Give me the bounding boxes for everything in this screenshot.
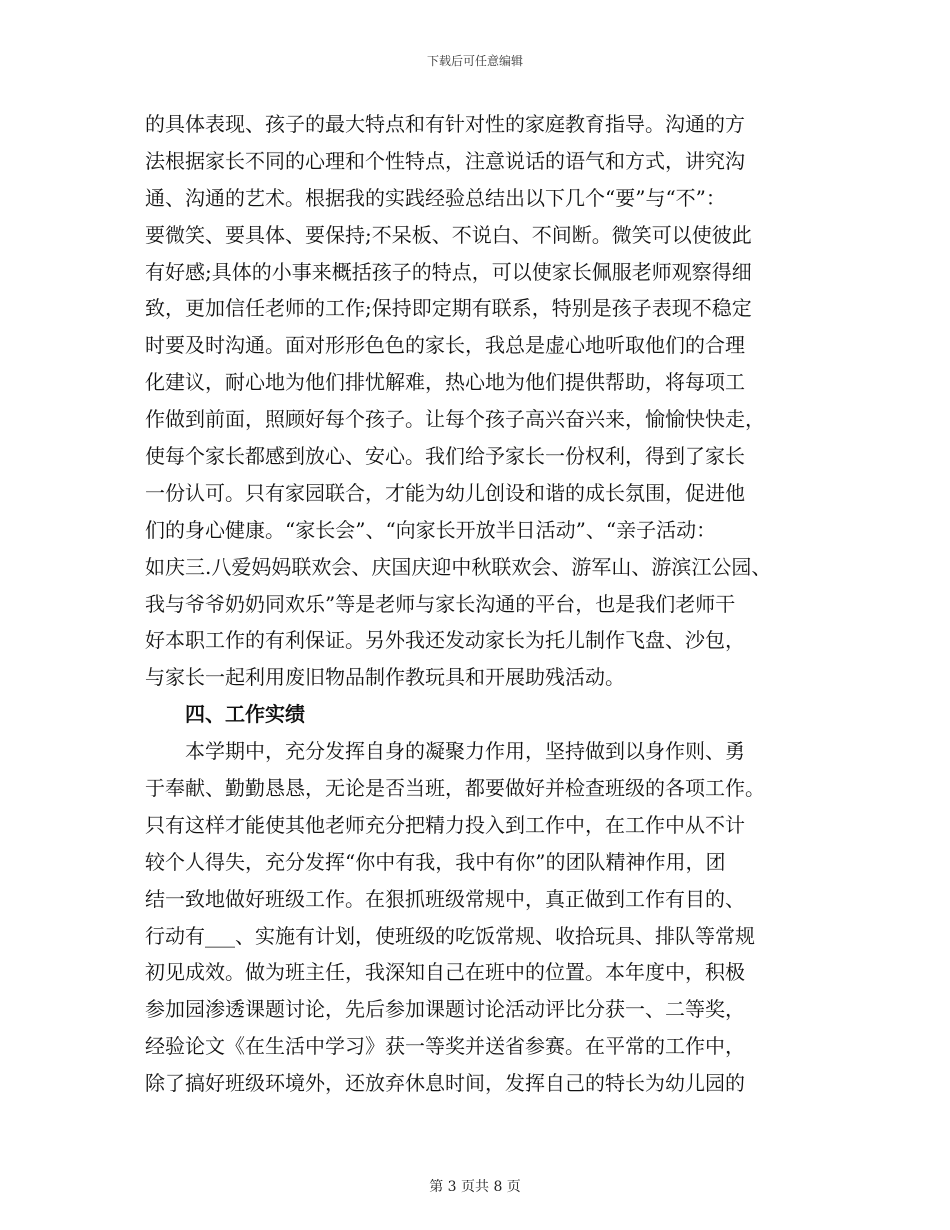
paragraph-line: 我与爷爷奶奶同欢乐”等是老师与家长沟通的平台，也是我们老师干	[145, 591, 736, 616]
page-number: 第 3 页共 8 页	[429, 1179, 521, 1195]
paragraph-line: 化建议，耐心地为他们排忧解难，热心地为他们提供帮助，将每项工	[145, 370, 745, 395]
paragraph-line: 好本职工作的有利保证。另外我还发动家长为托儿制作飞盘、沙包，	[145, 628, 745, 653]
paragraph-line: 除了搞好班级环境外，还放弃休息时间，发挥自己的特长为幼儿园的	[145, 1071, 745, 1096]
paragraph-line: 通、沟通的艺术。根据我的实践经验总结出以下几个“要”与“不”：	[145, 185, 726, 210]
paragraph-line: 结一致地做好班级工作。在狠抓班级常规中，真正做到工作有目的、	[145, 886, 745, 911]
document-body	[145, 106, 810, 1102]
paragraph-line: 的具体表现、孩子的最大特点和有针对性的家庭教育指导。沟通的方	[145, 112, 745, 136]
section-heading: 四、工作实绩	[185, 702, 305, 727]
paragraph-line: 只有这样才能使其他老师充分把精力投入到工作中，在工作中从不计	[145, 812, 745, 837]
paragraph-line: 时要及时沟通。面对形形色色的家长，我总是虚心地听取他们的合理	[145, 333, 745, 358]
paragraph-line: 使每个家长都感到放心、安心。我们给予家长一份权利，得到了家长	[145, 444, 745, 469]
paragraph-line: 初见成效。做为班主任，我深知自己在班中的位置。本年度中，积极	[145, 960, 745, 985]
paragraph-line: 于奉献、勤勤恳恳，无论是否当班，都要做好并检查班级的各项工作。	[145, 776, 765, 801]
paragraph-line: 要微笑、要具体、要保持;不呆板、不说白、不间断。微笑可以使彼此	[145, 222, 752, 247]
paragraph-line: 与家长一起利用废旧物品制作教玩具和开展助残活动。	[145, 665, 625, 690]
paragraph-line: 们的身心健康。“家长会”、“向家长开放半日活动”、“亲子活动：	[145, 517, 717, 542]
paragraph-line: 致，更加信任老师的工作;保持即定期有联系，特别是孩子表现不稳定	[145, 296, 752, 321]
paragraph-line: 如庆三.八爱妈妈联欢会、庆国庆迎中秋联欢会、游军山、游滨江公园、	[145, 554, 772, 579]
paragraph-line: 较个人得失，充分发挥“你中有我，我中有你”的团队精神作用，团	[145, 849, 726, 874]
paragraph-line: 有好感;具体的小事来概括孩子的特点，可以使家长佩服老师观察得细	[145, 259, 752, 284]
page-header: 下载后可任意编辑	[426, 54, 523, 68]
paragraph-line: 经验论文《在生活中学习》获一等奖并送省参赛。在平常的工作中，	[145, 1034, 745, 1059]
paragraph-line: 参加园渗透课题讨论，先后参加课题讨论活动评比分获一、二等奖，	[145, 997, 745, 1022]
paragraph-line: 行动有___、实施有计划，使班级的吃饭常规、收拾玩具、排队等常规	[145, 923, 755, 948]
paragraph-line: 作做到前面，照顾好每个孩子。让每个孩子高兴奋兴来，愉愉快快走，	[145, 407, 765, 432]
paragraph-line: 法根据家长不同的心理和个性特点，注意说话的语气和方式，讲究沟	[145, 148, 745, 173]
paragraph-line: 一份认可。只有家园联合，才能为幼儿创设和谐的成长氛围，促进他	[145, 480, 745, 505]
paragraph-line: 本学期中，充分发挥自身的凝聚力作用，坚持做到以身作则、勇	[185, 739, 745, 764]
